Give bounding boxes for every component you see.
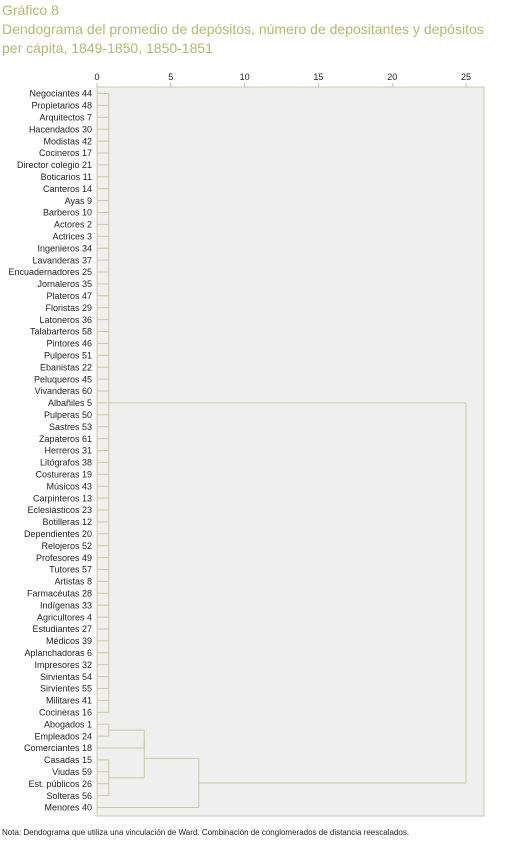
leaf-label: Sirvientes 55 bbox=[39, 683, 92, 694]
leaf-label: Costureras 19 bbox=[35, 469, 92, 480]
chart-kicker: Gráfico 8 bbox=[2, 2, 59, 18]
leaf-label: Relojeros 52 bbox=[41, 540, 92, 551]
leaf-label: Abogados 1 bbox=[43, 719, 92, 730]
leaf-label: Impresores 32 bbox=[34, 659, 92, 670]
x-tick-label: 25 bbox=[460, 72, 472, 82]
leaf-label: Dependientes 20 bbox=[23, 529, 92, 539]
leaf-label: Sirvientas 54 bbox=[39, 671, 92, 682]
leaf-label: Negociantes 44 bbox=[29, 88, 92, 99]
leaf-label: Encuadernadores 25 bbox=[8, 267, 92, 278]
leaf-label: Actrices 3 bbox=[52, 231, 92, 242]
leaf-label: Pulperas 50 bbox=[43, 410, 92, 420]
leaf-label: Médicos 39 bbox=[45, 636, 92, 647]
leaf-label: Actores 2 bbox=[53, 219, 92, 230]
leaf-label: Pulperos 51 bbox=[43, 350, 92, 361]
leaf-label: Peluqueros 45 bbox=[33, 374, 92, 385]
plot-area bbox=[97, 87, 484, 816]
leaf-label: Zapateros 61 bbox=[38, 433, 92, 444]
leaf-label: Profesores 49 bbox=[35, 552, 92, 563]
leaf-label: Estudiantes 27 bbox=[32, 624, 92, 635]
leaf-label: Eclesiásticos 23 bbox=[27, 505, 92, 516]
leaf-label: Pintores 46 bbox=[46, 338, 92, 349]
chart-title: Dendograma del promedio de depósitos, número de depositantes y depósitos per cápita, 1849-1850, 1850-1851 bbox=[2, 21, 484, 56]
leaf-label: Aplanchadoras 6 bbox=[24, 648, 92, 658]
leaf-label: Agricultores 4 bbox=[36, 612, 92, 623]
leaf-label: Sastres 53 bbox=[48, 421, 92, 432]
leaf-label: Lavanderas 37 bbox=[32, 255, 92, 266]
x-tick-label: 5 bbox=[168, 72, 174, 82]
leaf-label: Ingenieros 34 bbox=[37, 243, 92, 254]
leaf-label: Tutores 57 bbox=[49, 564, 92, 575]
leaf-label: Farmacéutas 28 bbox=[26, 588, 92, 599]
leaf-label: Indígenas 33 bbox=[39, 600, 92, 611]
x-tick-label: 10 bbox=[239, 72, 250, 82]
leaf-label: Barberos 10 bbox=[42, 207, 92, 218]
leaf-label: Viudas 59 bbox=[52, 767, 92, 777]
leaf-label: Talabarteros 58 bbox=[29, 326, 92, 337]
leaf-label: Casadas 15 bbox=[43, 755, 92, 766]
leaf-label: Ayas 9 bbox=[64, 195, 92, 206]
leaf-label: Hacendados 30 bbox=[28, 124, 92, 135]
leaf-label: Artistas 8 bbox=[54, 576, 92, 587]
leaf-label: Latoneros 36 bbox=[39, 314, 92, 325]
leaf-label: Plateros 47 bbox=[46, 291, 92, 301]
x-tick-label: 15 bbox=[313, 72, 324, 82]
leaf-label: Floristas 29 bbox=[45, 302, 92, 313]
leaf-label: Albañiles 5 bbox=[47, 398, 92, 409]
leaf-label: Empleados 24 bbox=[34, 731, 92, 742]
leaf-label: Est. públicos 26 bbox=[28, 778, 92, 789]
leaf-label: Litógrafos 38 bbox=[39, 457, 92, 468]
leaf-label: Jornaleros 35 bbox=[37, 279, 92, 290]
leaf-label: Boticarios 11 bbox=[40, 172, 92, 182]
leaf-label: Cocineras 16 bbox=[38, 707, 92, 718]
leaf-label: Propietarios 48 bbox=[31, 100, 92, 111]
leaf-label: Botilleras 12 bbox=[42, 517, 92, 528]
leaf-label: Solteras 56 bbox=[46, 790, 92, 801]
leaf-label: Modistas 42 bbox=[43, 136, 92, 147]
leaf-label: Carpinteros 13 bbox=[32, 493, 92, 504]
leaf-label: Músicos 43 bbox=[46, 481, 92, 492]
x-tick-label: 0 bbox=[94, 72, 100, 82]
leaf-label: Canteros 14 bbox=[42, 183, 92, 194]
x-tick-label: 20 bbox=[387, 72, 398, 82]
leaf-label: Director colegio 21 bbox=[16, 160, 92, 171]
leaf-label: Arquitectos 7 bbox=[39, 112, 92, 123]
leaf-label: Ebanistas 22 bbox=[39, 362, 92, 373]
leaf-label: Comerciantes 18 bbox=[23, 743, 92, 754]
leaf-label: Cocineros 17 bbox=[38, 148, 92, 159]
leaf-label: Menores 40 bbox=[44, 802, 92, 813]
leaf-label: Vivanderas 60 bbox=[34, 386, 92, 397]
leaf-label: Militares 41 bbox=[45, 695, 92, 706]
leaf-label: Herreros 31 bbox=[44, 445, 92, 456]
chart-note: Nota: Dendograma que utiliza una vinculación de Ward. Combinación de conglomerados de distancia reescalados. bbox=[2, 828, 410, 837]
